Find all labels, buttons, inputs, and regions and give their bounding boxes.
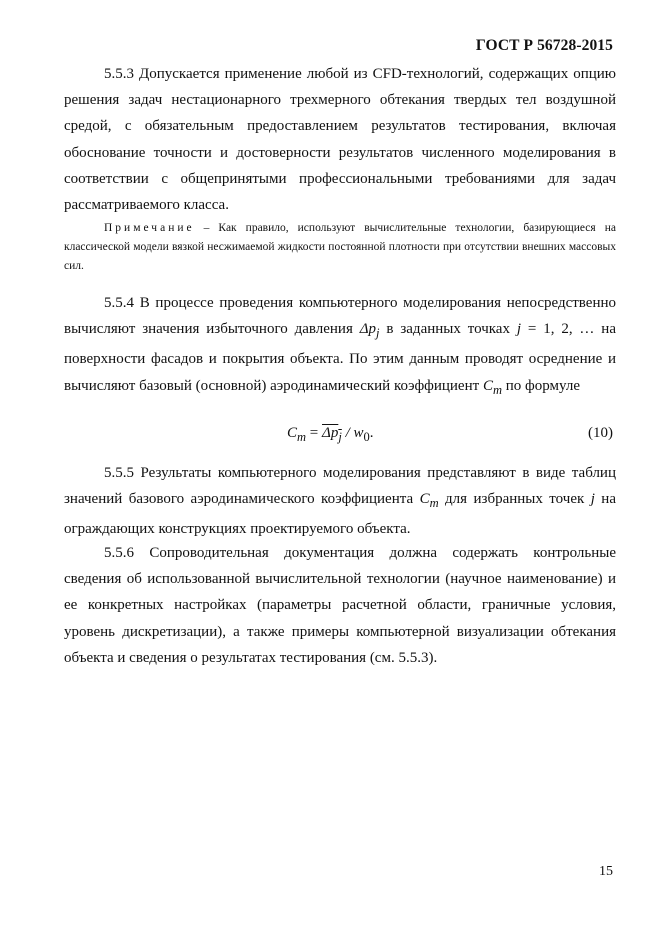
note-text: – Как правило, используют вычислительные технологии, базирующиеся на классической модели вязкой несжимаемой жидкости постоянной плотности при отсутствии внешних массовых сил. [64, 222, 616, 272]
note-label: Примечание [104, 222, 195, 234]
standard-header: ГОСТ Р 56728-2015 [475, 37, 613, 54]
formula-number: (10) [588, 425, 613, 441]
note [64, 219, 616, 276]
paragraph-5-5-6: 5.5.6 Сопроводительная документация должна содержать контрольные сведения об использованной вычислительной технологии (научное наименование) и ее конкретных настройках (параметры расчетной области, граничные условия, уровень дискретизации), а также примеры компьютерной визуализации обтекания объекта и сведения о результатах тестирования (см. 5.5.3). [64, 545, 616, 666]
paragraph-5-5-5: 5.5.5 Результаты компьютерного моделирования представляют в виде таблиц значений базового аэродинамического коэффициента $C_m$ для избранных точек j на ограждающих конструкциях проектируемого объекта. [64, 465, 616, 538]
page-number: 15 [599, 864, 613, 879]
paragraph-5-5-3: 5.5.3 Допускается применение любой из CFD-технологий, содержащих опцию решения задач нестационарного трехмерного обтекания твердых тел воздушной средой, с обязательным предоставлением результатов тестирования, включая обоснование точности и достоверности результатов численного моделирования в соответствии с общепринятыми профессиональными требованиями для задач рассматриваемого класса. [64, 66, 616, 214]
paragraph-5-5-4: 5.5.4 В процессе проведения компьютерного моделирования непосредственно вычисляют значения избыточного давления $\Delta p_j$ в заданных точках j = 1, 2, … на поверхности фасадов и покрытия объекта. По этим данным проводят осреднение и вычисляют базовый (основной) аэродинамический коэффициент $C_m$ по формуле [64, 295, 616, 397]
formula-10 [0, 425, 661, 453]
formula-expression: $C_m = \Delta p_j / w_0$. [287, 425, 374, 444]
